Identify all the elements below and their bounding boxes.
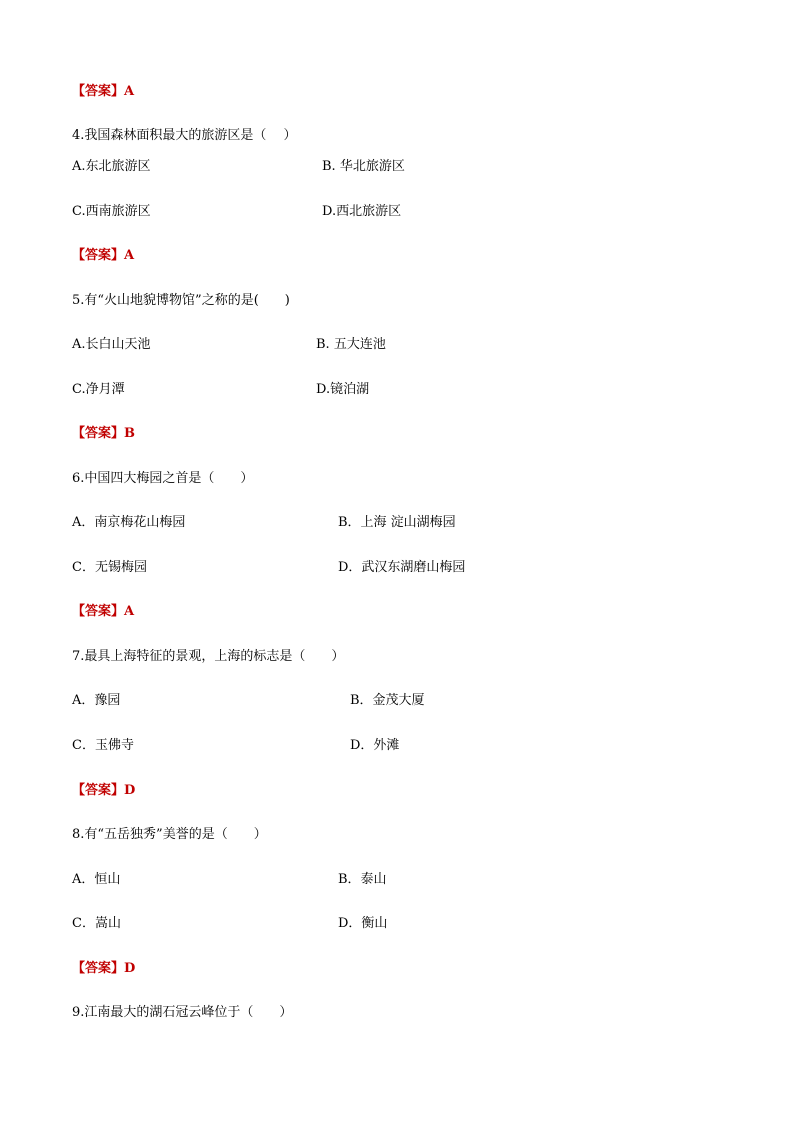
answer-label: 【答案】 bbox=[72, 248, 125, 263]
option-c: C．嵩山 bbox=[72, 916, 121, 931]
question-text: 8.有“五岳独秀”美誉的是（ ） bbox=[72, 827, 267, 842]
option-c: C.西南旅游区 bbox=[72, 204, 151, 219]
answer-line bbox=[72, 83, 134, 101]
option-b: B. 五大连池 bbox=[316, 337, 386, 352]
option-d: D．武汉东湖磨山梅园 bbox=[338, 560, 466, 575]
option-b: B．泰山 bbox=[338, 872, 387, 887]
answer-value: A bbox=[124, 84, 135, 99]
answer-value: B bbox=[124, 426, 136, 441]
question-text: 7.最具上海特征的景观，上海的标志是（ ） bbox=[72, 649, 345, 664]
option-d: D．衡山 bbox=[338, 916, 388, 931]
option-a: A．南京梅花山梅园 bbox=[72, 515, 186, 530]
answer-line bbox=[72, 603, 134, 621]
option-d: D.镜泊湖 bbox=[316, 382, 370, 397]
option-c: C.净月潭 bbox=[72, 382, 125, 397]
option-c: C．玉佛寺 bbox=[72, 738, 134, 753]
question-text: 6.中国四大梅园之首是（ ） bbox=[72, 471, 254, 486]
answer-value: D bbox=[124, 783, 136, 798]
option-c: C．无锡梅园 bbox=[72, 560, 147, 575]
question-text: 4.我国森林面积最大的旅游区是（ ） bbox=[72, 128, 297, 143]
option-a: A．豫园 bbox=[72, 693, 121, 708]
answer-label: 【答案】 bbox=[72, 604, 125, 619]
answer-value: D bbox=[124, 961, 136, 976]
answer-line bbox=[72, 247, 134, 265]
option-d: D.西北旅游区 bbox=[322, 204, 402, 219]
answer-value: A bbox=[124, 248, 135, 263]
answer-label: 【答案】 bbox=[72, 783, 125, 798]
answer-label: 【答案】 bbox=[72, 84, 125, 99]
option-b: B．金茂大厦 bbox=[350, 693, 425, 708]
option-b: B. 华北旅游区 bbox=[322, 159, 405, 174]
answer-value: A bbox=[124, 604, 135, 619]
answer-label: 【答案】 bbox=[72, 961, 125, 976]
question-text: 9.江南最大的湖石冠云峰位于（ ） bbox=[72, 1005, 293, 1020]
option-b: B．上海 淀山湖梅园 bbox=[338, 515, 456, 530]
answer-line bbox=[72, 960, 135, 978]
answer-line bbox=[72, 425, 135, 443]
answer-label: 【答案】 bbox=[72, 426, 125, 441]
answer-line bbox=[72, 782, 135, 800]
question-text: 5.有“火山地貌博物馆”之称的是( ) bbox=[72, 293, 290, 308]
option-a: A．恒山 bbox=[72, 872, 121, 887]
option-a: A.长白山天池 bbox=[72, 337, 151, 352]
option-a: A.东北旅游区 bbox=[72, 159, 151, 174]
option-d: D．外滩 bbox=[350, 738, 400, 753]
